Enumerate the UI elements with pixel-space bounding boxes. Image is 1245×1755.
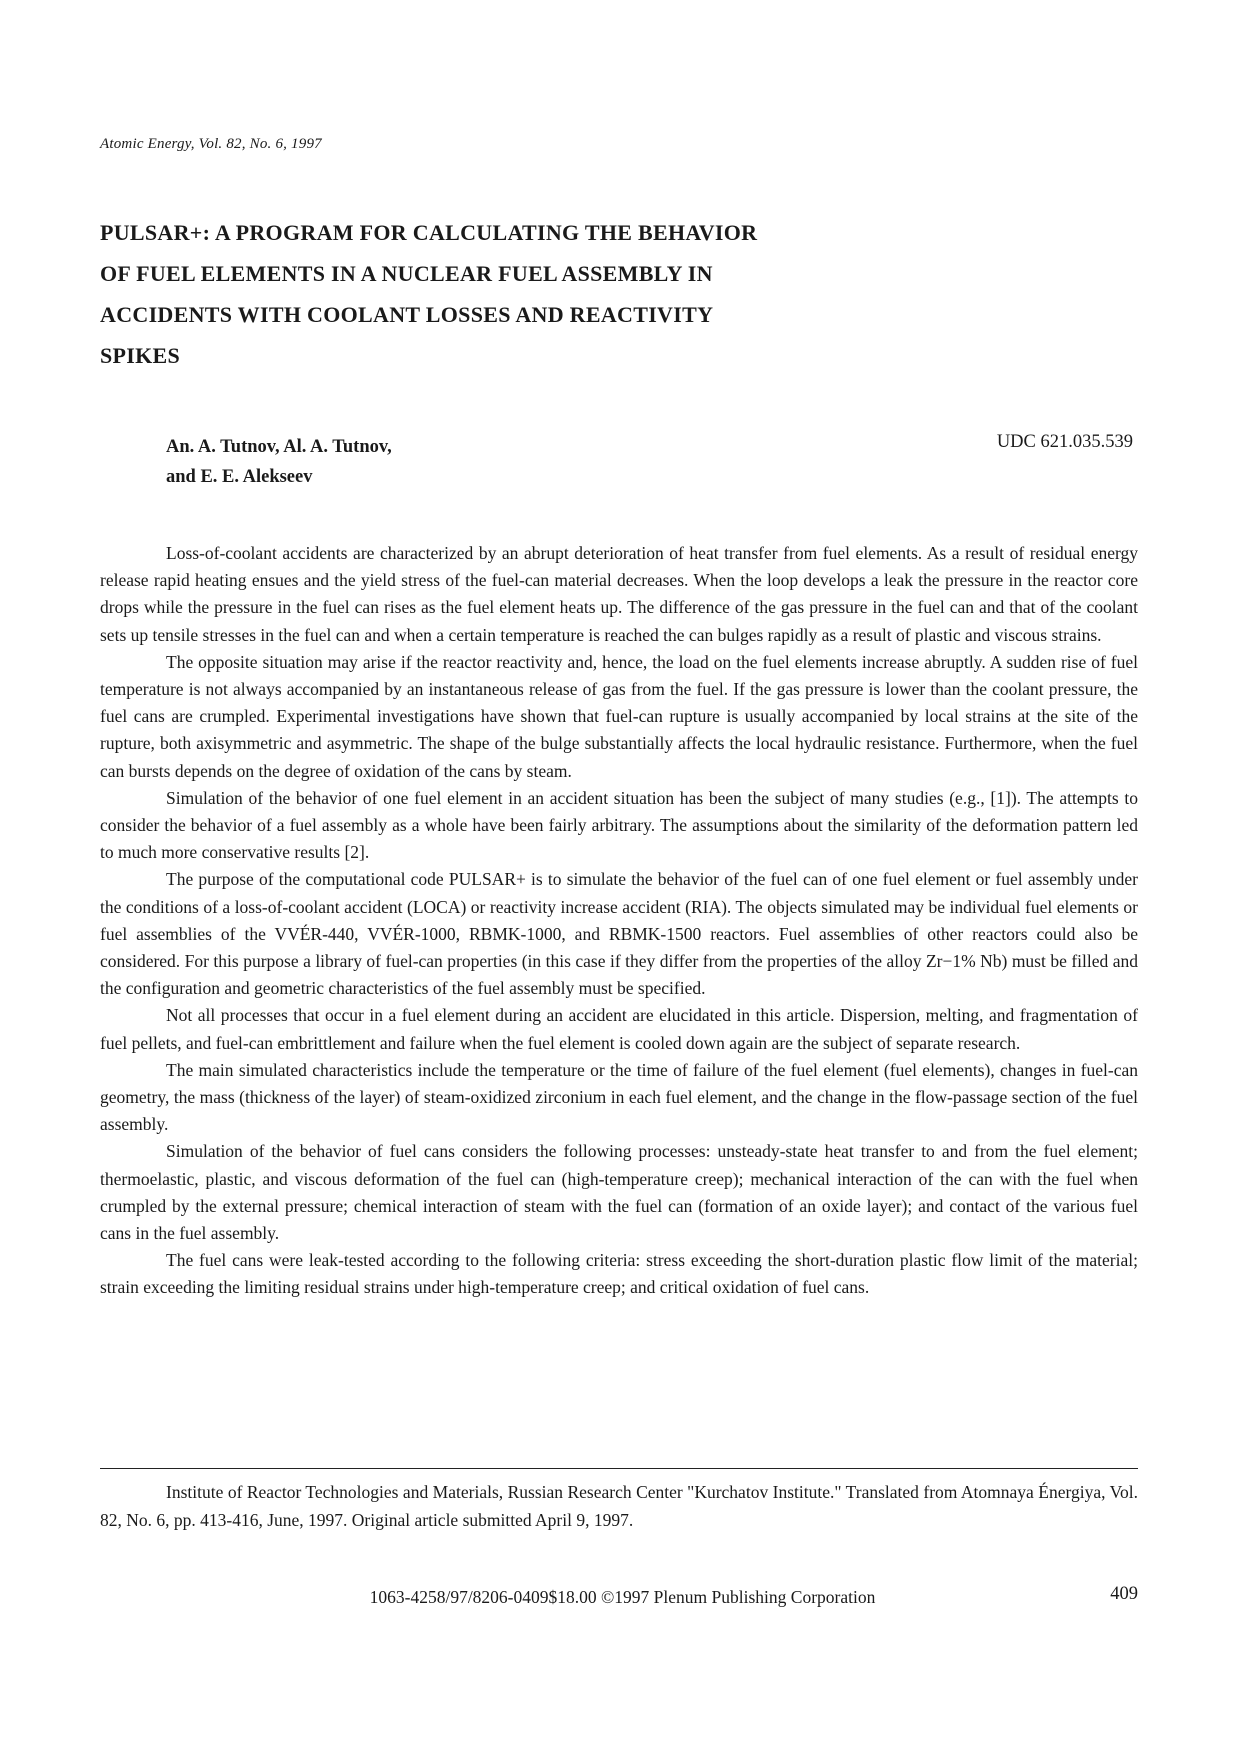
body-paragraph: The fuel cans were leak-tested according to the following criteria: stress exceeding the short-duration plastic flow limit of the material; strain exceeding the limiting residual strains under high-temperature creep; and critical oxidation of fuel cans. <box>100 1250 1138 1298</box>
author-line: An. A. Tutnov, Al. A. Tutnov, <box>166 437 392 457</box>
title-line: OF FUEL ELEMENTS IN A NUCLEAR FUEL ASSEMBLY IN <box>100 261 713 286</box>
udc-code: UDC 621.035.539 <box>996 432 1133 452</box>
affiliation-footnote <box>100 1478 1138 1534</box>
publication-code: 1063-4258/97/8206-0409$18.00 ©1997 Plenum Publishing Corporation <box>369 1587 876 1607</box>
page-number: 409 <box>1110 1584 1138 1604</box>
article-body <box>100 540 1138 1302</box>
body-paragraph: The main simulated characteristics include the temperature or the time of failure of the fuel element (fuel elements), changes in fuel-can geometry, the mass (thickness of the layer) of steam-oxidized zirconium in each fuel element, and the change in the flow-passage section of the fuel assembly. <box>100 1059 1138 1135</box>
body-paragraph: Loss-of-coolant accidents are characterized by an abrupt deterioration of heat transfer from fuel elements. As a result of residual energy release rapid heating ensues and the yield stress of the fuel-can material decreases. When the loop develops a leak the pressure in the reactor core drops while the pressure in the fuel can rises as the fuel element heats up. The difference of the gas pressure in the fuel can and that of the coolant sets up tensile stresses in the fuel can and when a certain temperature is reached the can bulges rapidly as a result of plastic and viscous strains. <box>100 543 1138 645</box>
body-paragraph: The purpose of the computational code PULSAR+ is to simulate the behavior of the fuel can of one fuel element or fuel assembly under the conditions of a loss-of-coolant accident (LOCA) or reactivity increase accident (RIA). The objects simulated may be individual fuel elements or fuel assemblies of the VVÉR-440, VVÉR-1000, RBMK-1000, and RBMK-1500 reactors. Fuel assemblies of other reactors could also be considered. For this purpose a library of fuel-can properties (in this case if they differ from the properties of the alloy Zr−1% Nb) must be filled and the configuration and geometric characteristics of the fuel assembly must be specified. <box>100 869 1138 999</box>
title-line: ACCIDENTS WITH COOLANT LOSSES AND REACTIVITY <box>100 302 714 327</box>
author-list <box>166 432 392 492</box>
title-line: PULSAR+: A PROGRAM FOR CALCULATING THE BEHAVIOR <box>100 220 758 245</box>
body-paragraph: Simulation of the behavior of one fuel element in an accident situation has been the subject of many studies (e.g., [1]). The attempts to consider the behavior of a fuel assembly as a whole have been fairly arbitrary. The assumptions about the similarity of the deformation pattern led to much more conservative results [2]. <box>100 787 1138 863</box>
author-line: and E. E. Alekseev <box>166 467 313 487</box>
body-paragraph: Simulation of the behavior of fuel cans considers the following processes: unsteady-state heat transfer to and from the fuel element; thermoelastic, plastic, and viscous deformation of the fuel can (high-temperature creep); mechanical interaction of the can with the fuel when crumpled by the external pressure; chemical interaction of steam with the fuel can (formation of an oxide layer); and contact of the various fuel cans in the fuel assembly. <box>100 1141 1138 1244</box>
title-line: SPIKES <box>100 343 181 368</box>
journal-citation: Atomic Energy, Vol. 82, No. 6, 1997 <box>100 136 322 152</box>
body-paragraph: Not all processes that occur in a fuel element during an accident are elucidated in this article. Dispersion, melting, and fragmentation of fuel pellets, and fuel-can embrittlement and failure when the fuel element is cooled down again are the subject of separate research. <box>100 1005 1138 1053</box>
footnote-divider <box>100 1468 1138 1469</box>
body-paragraph: The opposite situation may arise if the reactor reactivity and, hence, the load on the fuel elements increase abruptly. A sudden rise of fuel temperature is not always accompanied by an instantaneous release of gas from the fuel. If the gas pressure is lower than the coolant pressure, the fuel cans are crumpled. Experimental investigations have shown that fuel-can rupture is usually accompanied by local strains at the site of the rupture, both axisymmetric and asymmetric. The shape of the bulge substantially affects the local hydraulic resistance. Furthermore, when the fuel can bursts depends on the degree of oxidation of the cans by steam. <box>100 651 1138 781</box>
article-title <box>100 212 860 376</box>
footnote-text: Institute of Reactor Technologies and Materials, Russian Research Center "Kurchatov Institute." Translated from Atomnaya Énergiya, Vol. 82, No. 6, pp. 413-416, June, 1997. Original article submitted April 9, 1997. <box>100 1482 1138 1530</box>
